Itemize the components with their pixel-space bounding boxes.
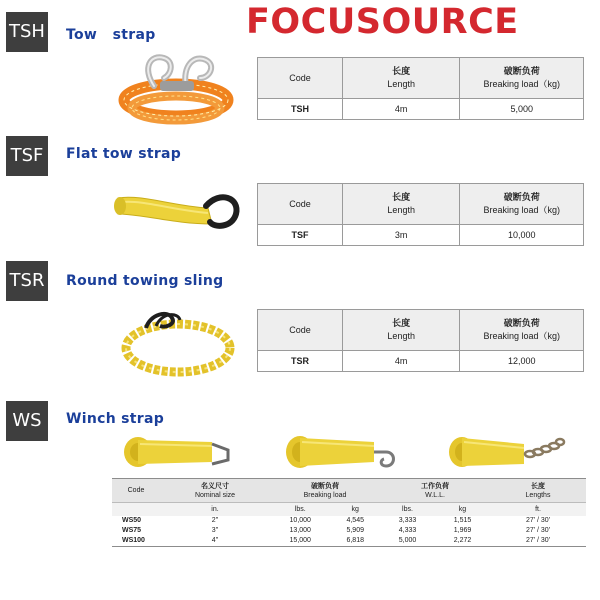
ws-cell-lengths: 27' / 30' bbox=[525, 517, 551, 524]
section-title-winch-strap: Winch strap bbox=[66, 411, 165, 427]
cell-breaking: 5,000 bbox=[460, 99, 584, 120]
header-breaking-load: 破断负荷 Breaking load（kg) bbox=[460, 58, 584, 99]
ws-cell-b-kg: 4,545 bbox=[346, 517, 364, 524]
ws-cell-b-lbs: 13,000 bbox=[289, 527, 311, 534]
code-box-tsr: TSR bbox=[6, 261, 48, 301]
cell-code: TSF bbox=[258, 225, 343, 246]
ws-unit-breaking-lbs: lbs. bbox=[270, 503, 330, 517]
header-length: 长度 Length bbox=[342, 310, 460, 351]
ws-cell-code: WS100 bbox=[112, 536, 160, 547]
spec-table-tsh bbox=[257, 57, 584, 120]
ws-header-nominal: 名义尺寸 Nominal size bbox=[160, 479, 270, 503]
table-row bbox=[112, 536, 586, 547]
header-code: Code bbox=[258, 310, 343, 351]
code-box-tsf: TSF bbox=[6, 136, 48, 176]
winch-strap-chain-image bbox=[446, 432, 566, 474]
header-length: 长度 Length bbox=[342, 184, 460, 225]
brand-logo: FOCUSOURCE bbox=[246, 2, 519, 42]
ws-cell-nominal: 4" bbox=[160, 536, 270, 547]
winch-strap-spec-table bbox=[112, 478, 586, 547]
ws-cell-b-lbs: 15,000 bbox=[270, 536, 330, 547]
ws-cell-nominal: 3" bbox=[211, 527, 219, 534]
ws-cell-code: WS50 bbox=[122, 517, 142, 524]
cell-length: 3m bbox=[342, 225, 460, 246]
ws-cell-b-lbs: 10,000 bbox=[289, 517, 311, 524]
code-box-tsh: TSH bbox=[6, 12, 48, 52]
ws-cell-w-kg: 1,515 bbox=[453, 517, 472, 524]
winch-strap-d-ring-image bbox=[120, 432, 240, 472]
ws-cell-b-kg: 6,818 bbox=[330, 536, 380, 547]
spec-table-tsf bbox=[257, 183, 584, 246]
section-title-round-towing-sling: Round towing sling bbox=[66, 273, 224, 289]
ws-cell-b-kg: 5,909 bbox=[346, 527, 364, 534]
ws-header-wll: 工作负荷 W.L.L. bbox=[380, 479, 490, 503]
ws-unit-lengths: ft. bbox=[490, 503, 586, 517]
tow-strap-image bbox=[112, 50, 242, 126]
ws-cell-w-kg: 1,969 bbox=[453, 527, 472, 534]
ws-cell-w-lbs: 5,000 bbox=[380, 536, 435, 547]
section-title-tow-strap: Tow strap bbox=[66, 27, 156, 43]
section-title-flat-tow-strap: Flat tow strap bbox=[66, 146, 182, 162]
ws-unit-nominal: in. bbox=[160, 503, 270, 517]
cell-code: TSR bbox=[258, 351, 343, 372]
ws-cell-lengths: 27' / 30' bbox=[490, 536, 586, 547]
ws-cell-w-lbs: 4,333 bbox=[398, 527, 417, 534]
header-code: Code bbox=[258, 184, 343, 225]
ws-cell-lengths: 27' / 30' bbox=[525, 527, 551, 534]
header-breaking-load: 破断负荷 Breaking load（kg) bbox=[460, 184, 584, 225]
spec-table-tsr bbox=[257, 309, 584, 372]
cell-breaking: 12,000 bbox=[460, 351, 584, 372]
ws-cell-w-kg: 2,272 bbox=[435, 536, 490, 547]
ws-unit-wll-lbs: lbs. bbox=[380, 503, 435, 517]
winch-strap-hook-image bbox=[282, 432, 402, 474]
flat-tow-strap-image bbox=[112, 180, 242, 242]
ws-cell-w-lbs: 3,333 bbox=[398, 517, 417, 524]
cell-length: 4m bbox=[342, 351, 460, 372]
ws-unit-blank bbox=[112, 503, 160, 517]
cell-breaking: 10,000 bbox=[460, 225, 584, 246]
ws-cell-code: WS75 bbox=[122, 527, 142, 534]
ws-cell-nominal: 2" bbox=[211, 517, 219, 524]
code-box-ws: WS bbox=[6, 401, 48, 441]
header-breaking-load: 破断负荷 Breaking load（kg) bbox=[460, 310, 584, 351]
cell-length: 4m bbox=[342, 99, 460, 120]
round-towing-sling-image bbox=[116, 306, 236, 380]
header-length: 长度 Length bbox=[342, 58, 460, 99]
ws-header-code: Code bbox=[112, 479, 160, 503]
ws-unit-wll-kg: kg bbox=[435, 503, 490, 517]
table-row bbox=[112, 516, 586, 526]
ws-unit-breaking-kg: kg bbox=[330, 503, 380, 517]
header-code: Code bbox=[258, 58, 343, 99]
cell-code: TSH bbox=[258, 99, 343, 120]
ws-header-breaking: 破断负荷 Breaking load bbox=[270, 479, 380, 503]
ws-header-lengths: 长度 Lengths bbox=[490, 479, 586, 503]
table-row bbox=[112, 526, 586, 536]
